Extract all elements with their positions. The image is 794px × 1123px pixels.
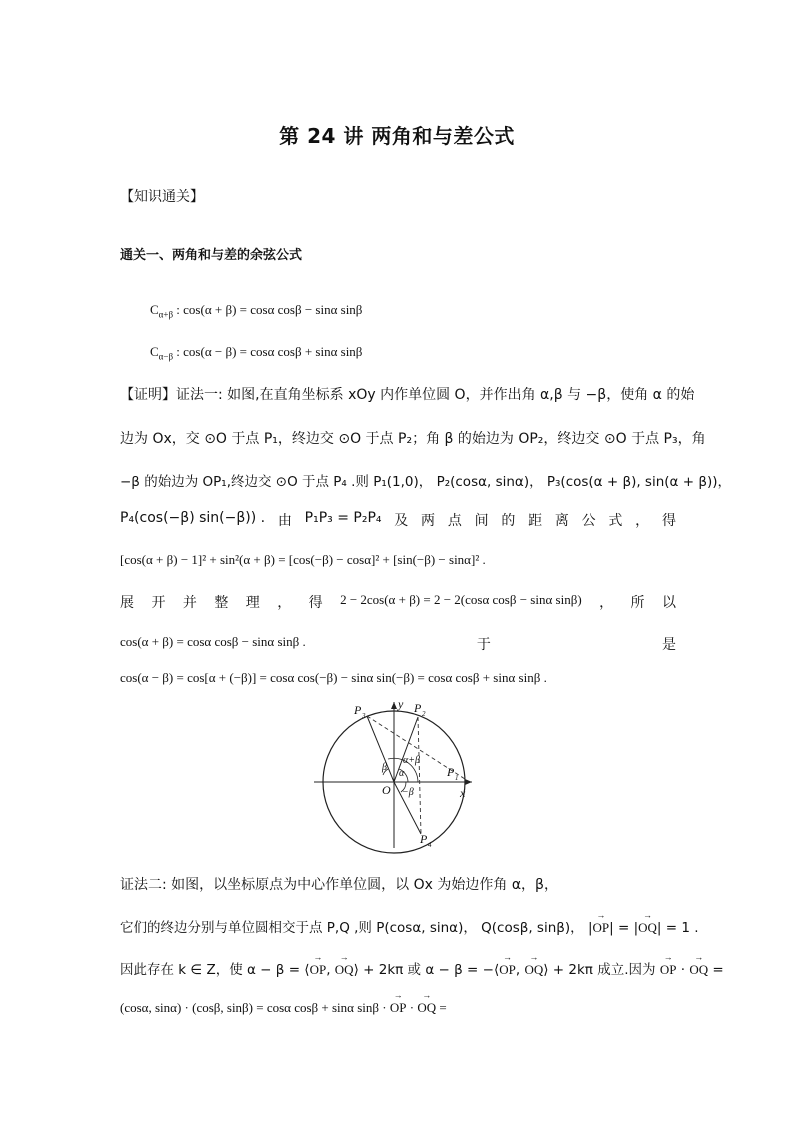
ray-op3 bbox=[367, 716, 394, 782]
label-origin: O bbox=[382, 783, 391, 797]
text-run: 及 bbox=[394, 513, 409, 529]
unit-circle-figure bbox=[310, 696, 480, 856]
y-axis-arrow bbox=[391, 702, 397, 709]
label-p4-sub: 4 bbox=[428, 841, 432, 849]
label-p1: P bbox=[447, 765, 455, 779]
label-alpha: α bbox=[399, 768, 405, 779]
text-run: P₄(cos(−β) sin(−β)) . bbox=[120, 510, 266, 526]
text-run: 并 bbox=[182, 595, 197, 611]
text-run: , bbox=[515, 962, 525, 978]
text-run: 的 bbox=[501, 513, 516, 529]
proof1-line-7 bbox=[120, 634, 676, 654]
vector-op: → OP bbox=[660, 962, 677, 978]
proof1-line-4 bbox=[120, 510, 676, 530]
section-heading: 通关一、两角和与差的余弦公式 bbox=[120, 248, 303, 263]
vector-oq: → OQ bbox=[335, 962, 354, 978]
text-run: , bbox=[326, 962, 335, 978]
text-run: · bbox=[406, 1000, 418, 1015]
text-run: 它们的终边分别与单位圆相交于点 P,Q ,则 P(cosα, sinα)， Q(cosβ, sinβ)， | bbox=[120, 920, 593, 936]
text-run: 得 bbox=[661, 513, 676, 529]
text-run: 间 bbox=[474, 513, 489, 529]
text-run: P₁P₃ = P₂P₄ bbox=[304, 510, 382, 526]
vector-op: → OP bbox=[499, 962, 516, 978]
formula-body: : cos(α + β) = cosα cosβ − sinα sinβ bbox=[173, 302, 363, 317]
vector-op: → OP bbox=[390, 1000, 407, 1016]
label-p3-sub: 3 bbox=[362, 712, 366, 720]
text-run: 开 bbox=[151, 595, 166, 611]
text-run: ， bbox=[599, 595, 614, 611]
text-run: 离 bbox=[554, 513, 569, 529]
label-p2-sub: 2 bbox=[422, 710, 426, 718]
formula-label: C bbox=[150, 302, 159, 317]
vector-oq: → OQ bbox=[524, 962, 543, 978]
proof2-line-4 bbox=[120, 1000, 447, 1016]
page-title: 第 24 讲 两角和与差公式 bbox=[279, 124, 515, 148]
label-y-axis: y bbox=[398, 697, 404, 711]
vector-oq: → OQ bbox=[689, 962, 708, 978]
proof1-line-3: −β 的始边为 OP₁,终边交 ⊙O 于点 P₄ .则 P₁(1,0)， P₂(cosα, sinα)， P₃(cos(α + β), sin(α + β))， bbox=[120, 474, 731, 490]
label-minus-beta: −β bbox=[402, 787, 414, 798]
text-run: 于 bbox=[476, 637, 491, 653]
text-run: 得 bbox=[308, 595, 323, 611]
text-run: · bbox=[676, 962, 690, 978]
text-run: 两 bbox=[421, 513, 436, 529]
text-run: 由 bbox=[277, 513, 292, 529]
label-alpha-beta: α+β bbox=[403, 755, 420, 766]
proof1-line-5: [cos(α + β) − 1]² + sin²(α + β) = [cos(−β) − cosα]² + [sin(−β) − sinα]² . bbox=[120, 552, 486, 567]
label-p3: P bbox=[354, 703, 362, 717]
proof1-line-1: 【证明】证法一: 如图,在直角坐标系 xOy 内作单位圆 O，并作出角 α,β 与 −β，使角 α 的始 bbox=[120, 387, 695, 403]
text-run: ， bbox=[635, 513, 650, 529]
proof2-line-3 bbox=[120, 958, 724, 978]
text-run: = bbox=[436, 1000, 447, 1015]
proof2-line-1: 证法二: 如图，以坐标原点为中心作单位圆，以 Ox 为始边作角 α，β， bbox=[120, 877, 558, 893]
vector-op: → OP bbox=[310, 962, 327, 978]
vector-oq: → OQ bbox=[417, 1000, 436, 1016]
label-p2: P bbox=[414, 701, 422, 715]
proof1-line-2: 边为 Ox，交 ⊙O 于点 P₁，终边交 ⊙O 于点 P₂；角 β 的始边为 OP₂，终边交 ⊙O 于点 P₃，角 bbox=[120, 431, 706, 447]
text-run: ⟩ + 2kπ 或 α − β = −⟨ bbox=[353, 962, 500, 978]
label-p4: P bbox=[420, 832, 428, 846]
text-run: 点 bbox=[447, 513, 462, 529]
label-beta: β bbox=[382, 762, 387, 773]
text-run: 2 − 2cos(α + β) = 2 − 2(cosα cosβ − sinα sinβ) bbox=[340, 592, 582, 607]
section-label: 【知识通关】 bbox=[120, 189, 204, 205]
text-run: = bbox=[708, 962, 724, 978]
label-p1-sub: 1 bbox=[455, 774, 459, 782]
text-run: 公 bbox=[581, 513, 596, 529]
text-run: 展 bbox=[120, 595, 134, 611]
formula-subscript: α+β bbox=[158, 309, 174, 320]
text-run: 以 bbox=[661, 595, 676, 611]
text-run: 因此存在 k ∈ Z，使 α − β = ⟨ bbox=[120, 962, 310, 978]
text-run: 式 bbox=[608, 513, 623, 529]
proof1-line-8: cos(α − β) = cos[α + (−β)] = cosα cos(−β) − sinα sin(−β) = cosα cosβ + sinα sinβ . bbox=[120, 670, 547, 685]
text-run: 距 bbox=[528, 513, 543, 529]
vector-op: → OP bbox=[593, 920, 610, 936]
text-run: | = | bbox=[609, 920, 639, 936]
text-run: | = 1 . bbox=[656, 920, 699, 936]
formula-subscript: α−β bbox=[158, 351, 174, 362]
vector-oq: → OQ bbox=[638, 920, 657, 936]
formula-cos-diff bbox=[150, 344, 362, 362]
chord-p2p4 bbox=[418, 717, 421, 834]
proof2-line-2 bbox=[120, 916, 699, 936]
text-run: ， bbox=[277, 595, 292, 611]
text-run: 是 bbox=[661, 637, 676, 653]
x-axis-arrow bbox=[465, 779, 472, 785]
formula-body: : cos(α − β) = cosα cosβ + sinα sinβ bbox=[173, 344, 363, 359]
text-run: 理 bbox=[245, 595, 260, 611]
text-run: 整 bbox=[214, 595, 229, 611]
text-run: ⟩ + 2kπ 成立.因为 bbox=[543, 962, 660, 978]
proof1-line-6 bbox=[120, 592, 676, 612]
text-run: cos(α + β) = cosα cosβ − sinα sinβ . bbox=[120, 634, 306, 649]
text-run: 所 bbox=[630, 595, 645, 611]
formula-cos-sum bbox=[150, 302, 362, 320]
text-run: (cosα, sinα) · (cosβ, sinβ) = cosα cosβ + sinα sinβ · bbox=[120, 1000, 390, 1015]
label-x-axis: x bbox=[460, 786, 466, 800]
ray-op2 bbox=[394, 717, 418, 782]
formula-label: C bbox=[150, 344, 159, 359]
